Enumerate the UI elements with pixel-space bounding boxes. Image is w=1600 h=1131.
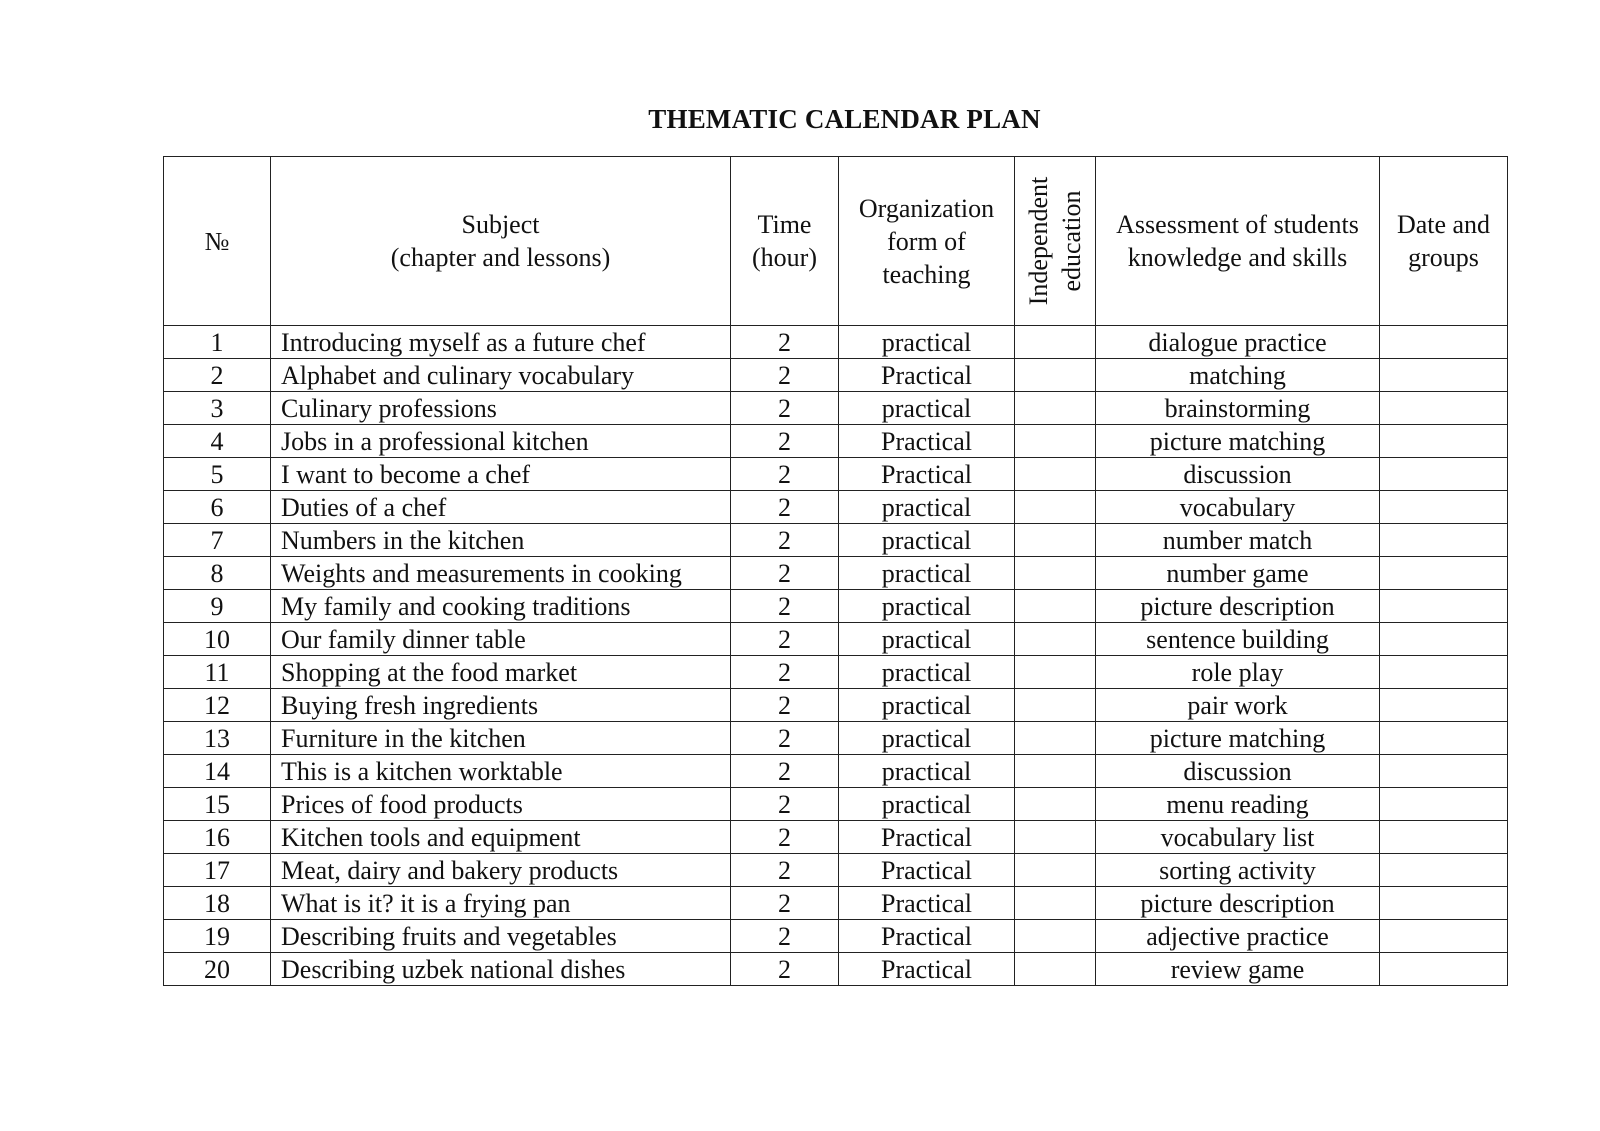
cell-organization-form: Practical	[839, 458, 1015, 491]
cell-organization-form: Practical	[839, 359, 1015, 392]
table-row	[164, 623, 1508, 656]
header-indep-line2: education	[1057, 190, 1086, 292]
cell-date-groups	[1380, 557, 1508, 590]
cell-number: 18	[164, 887, 271, 920]
cell-subject: Prices of food products	[271, 788, 731, 821]
cell-time: 2	[731, 788, 839, 821]
cell-independent-education	[1015, 392, 1096, 425]
cell-time: 2	[731, 458, 839, 491]
cell-subject: Shopping at the food market	[271, 656, 731, 689]
table-row	[164, 689, 1508, 722]
cell-date-groups	[1380, 854, 1508, 887]
cell-subject: Describing uzbek national dishes	[271, 953, 731, 986]
header-date-line1: Date and	[1396, 210, 1491, 239]
cell-time: 2	[731, 953, 839, 986]
cell-time: 2	[731, 623, 839, 656]
cell-subject: Numbers in the kitchen	[271, 524, 731, 557]
cell-subject: Jobs in a professional kitchen	[271, 425, 731, 458]
cell-independent-education	[1015, 788, 1096, 821]
cell-assessment: brainstorming	[1096, 392, 1380, 425]
header-org-line1: Organization	[858, 193, 995, 223]
cell-assessment: vocabulary list	[1096, 821, 1380, 854]
cell-assessment: picture description	[1096, 887, 1380, 920]
cell-date-groups	[1380, 920, 1508, 953]
header-subject	[271, 157, 731, 326]
cell-independent-education	[1015, 656, 1096, 689]
header-indep-line1: Independent	[1024, 176, 1053, 306]
cell-date-groups	[1380, 821, 1508, 854]
cell-assessment: adjective practice	[1096, 920, 1380, 953]
header-independent-rotated	[1015, 157, 1095, 325]
header-org-line3: teaching	[882, 259, 971, 289]
cell-independent-education	[1015, 524, 1096, 557]
cell-subject: My family and cooking traditions	[271, 590, 731, 623]
cell-subject: Introducing myself as a future chef	[271, 326, 731, 359]
cell-organization-form: Practical	[839, 425, 1015, 458]
cell-independent-education	[1015, 557, 1096, 590]
cell-number: 17	[164, 854, 271, 887]
cell-date-groups	[1380, 392, 1508, 425]
cell-independent-education	[1015, 755, 1096, 788]
cell-assessment: picture matching	[1096, 425, 1380, 458]
header-independent-text	[1022, 177, 1088, 306]
table-header	[164, 157, 1508, 326]
cell-number: 13	[164, 722, 271, 755]
cell-number: 7	[164, 524, 271, 557]
cell-assessment: discussion	[1096, 458, 1380, 491]
table-body	[164, 326, 1508, 986]
header-date-line2: groups	[1408, 243, 1479, 272]
cell-number: 3	[164, 392, 271, 425]
cell-independent-education	[1015, 491, 1096, 524]
cell-organization-form: practical	[839, 755, 1015, 788]
cell-time: 2	[731, 656, 839, 689]
cell-date-groups	[1380, 425, 1508, 458]
cell-organization-form: practical	[839, 689, 1015, 722]
cell-assessment: number game	[1096, 557, 1380, 590]
cell-number: 16	[164, 821, 271, 854]
cell-organization-form: practical	[839, 524, 1015, 557]
cell-subject: Culinary professions	[271, 392, 731, 425]
cell-time: 2	[731, 920, 839, 953]
calendar-plan-table	[163, 156, 1508, 986]
cell-assessment: vocabulary	[1096, 491, 1380, 524]
cell-time: 2	[731, 854, 839, 887]
cell-subject: I want to become a chef	[271, 458, 731, 491]
cell-independent-education	[1015, 326, 1096, 359]
cell-number: 11	[164, 656, 271, 689]
header-date-groups	[1380, 157, 1508, 326]
cell-number: 6	[164, 491, 271, 524]
cell-independent-education	[1015, 689, 1096, 722]
cell-time: 2	[731, 359, 839, 392]
cell-organization-form: practical	[839, 392, 1015, 425]
page-title: THEMATIC CALENDAR PLAN	[648, 104, 1041, 134]
cell-subject: What is it? it is a frying pan	[271, 887, 731, 920]
header-time-line2: (hour)	[752, 243, 817, 272]
cell-assessment: review game	[1096, 953, 1380, 986]
cell-assessment: picture description	[1096, 590, 1380, 623]
cell-number: 20	[164, 953, 271, 986]
cell-time: 2	[731, 524, 839, 557]
cell-organization-form: Practical	[839, 821, 1015, 854]
table-row	[164, 326, 1508, 359]
cell-assessment: role play	[1096, 656, 1380, 689]
cell-organization-form: practical	[839, 656, 1015, 689]
header-org-line2: form of	[887, 226, 966, 256]
cell-time: 2	[731, 392, 839, 425]
cell-independent-education	[1015, 458, 1096, 491]
header-number-label: №	[204, 226, 230, 256]
cell-assessment: menu reading	[1096, 788, 1380, 821]
cell-subject: Alphabet and culinary vocabulary	[271, 359, 731, 392]
table-row	[164, 392, 1508, 425]
cell-date-groups	[1380, 326, 1508, 359]
cell-independent-education	[1015, 722, 1096, 755]
cell-time: 2	[731, 557, 839, 590]
cell-time: 2	[731, 722, 839, 755]
cell-organization-form: practical	[839, 623, 1015, 656]
cell-assessment: discussion	[1096, 755, 1380, 788]
table-row	[164, 755, 1508, 788]
header-time-line1: Time	[757, 210, 812, 239]
header-time	[731, 157, 839, 326]
cell-number: 19	[164, 920, 271, 953]
header-independent-education	[1015, 157, 1096, 326]
cell-subject: Duties of a chef	[271, 491, 731, 524]
cell-organization-form: practical	[839, 788, 1015, 821]
cell-date-groups	[1380, 722, 1508, 755]
cell-number: 1	[164, 326, 271, 359]
cell-independent-education	[1015, 854, 1096, 887]
cell-independent-education	[1015, 623, 1096, 656]
cell-date-groups	[1380, 359, 1508, 392]
cell-organization-form: practical	[839, 722, 1015, 755]
cell-number: 4	[164, 425, 271, 458]
cell-date-groups	[1380, 458, 1508, 491]
cell-date-groups	[1380, 887, 1508, 920]
header-assess-line2: knowledge and skills	[1127, 243, 1348, 272]
cell-number: 12	[164, 689, 271, 722]
cell-subject: Buying fresh ingredients	[271, 689, 731, 722]
cell-independent-education	[1015, 359, 1096, 392]
cell-number: 15	[164, 788, 271, 821]
cell-independent-education	[1015, 590, 1096, 623]
cell-assessment: sentence building	[1096, 623, 1380, 656]
cell-organization-form: Practical	[839, 953, 1015, 986]
table-row	[164, 722, 1508, 755]
table-row	[164, 359, 1508, 392]
cell-time: 2	[731, 590, 839, 623]
cell-date-groups	[1380, 656, 1508, 689]
header-subject-line2: (chapter and lessons)	[390, 243, 611, 272]
cell-organization-form: practical	[839, 491, 1015, 524]
header-number	[164, 157, 271, 326]
table-row	[164, 491, 1508, 524]
cell-time: 2	[731, 887, 839, 920]
table-row	[164, 557, 1508, 590]
cell-date-groups	[1380, 524, 1508, 557]
cell-subject: Kitchen tools and equipment	[271, 821, 731, 854]
cell-assessment: sorting activity	[1096, 854, 1380, 887]
cell-number: 8	[164, 557, 271, 590]
cell-subject: Meat, dairy and bakery products	[271, 854, 731, 887]
cell-independent-education	[1015, 887, 1096, 920]
table-row	[164, 788, 1508, 821]
header-row	[164, 157, 1508, 326]
cell-date-groups	[1380, 953, 1508, 986]
header-subject-line1: Subject	[461, 210, 540, 239]
cell-date-groups	[1380, 623, 1508, 656]
cell-time: 2	[731, 755, 839, 788]
cell-assessment: picture matching	[1096, 722, 1380, 755]
cell-number: 2	[164, 359, 271, 392]
cell-independent-education	[1015, 953, 1096, 986]
cell-organization-form: Practical	[839, 920, 1015, 953]
cell-number: 14	[164, 755, 271, 788]
cell-organization-form: Practical	[839, 887, 1015, 920]
cell-independent-education	[1015, 821, 1096, 854]
cell-date-groups	[1380, 491, 1508, 524]
table-row	[164, 920, 1508, 953]
cell-subject: Weights and measurements in cooking	[271, 557, 731, 590]
table-row	[164, 887, 1508, 920]
cell-time: 2	[731, 821, 839, 854]
cell-assessment: number match	[1096, 524, 1380, 557]
cell-date-groups	[1380, 755, 1508, 788]
cell-time: 2	[731, 425, 839, 458]
cell-organization-form: Practical	[839, 854, 1015, 887]
cell-assessment: dialogue practice	[1096, 326, 1380, 359]
table-row	[164, 524, 1508, 557]
cell-subject: Furniture in the kitchen	[271, 722, 731, 755]
table-row	[164, 953, 1508, 986]
cell-independent-education	[1015, 920, 1096, 953]
cell-number: 10	[164, 623, 271, 656]
cell-subject: Describing fruits and vegetables	[271, 920, 731, 953]
header-assessment	[1096, 157, 1380, 326]
cell-number: 9	[164, 590, 271, 623]
cell-independent-education	[1015, 425, 1096, 458]
cell-time: 2	[731, 689, 839, 722]
cell-subject: This is a kitchen worktable	[271, 755, 731, 788]
table-row	[164, 425, 1508, 458]
cell-organization-form: practical	[839, 590, 1015, 623]
cell-number: 5	[164, 458, 271, 491]
table-row	[164, 656, 1508, 689]
cell-assessment: matching	[1096, 359, 1380, 392]
cell-date-groups	[1380, 689, 1508, 722]
cell-organization-form: practical	[839, 326, 1015, 359]
table-row	[164, 458, 1508, 491]
cell-date-groups	[1380, 788, 1508, 821]
cell-organization-form: practical	[839, 557, 1015, 590]
cell-date-groups	[1380, 590, 1508, 623]
cell-time: 2	[731, 491, 839, 524]
cell-subject: Our family dinner table	[271, 623, 731, 656]
table-row	[164, 821, 1508, 854]
table-row	[164, 854, 1508, 887]
header-assess-line1: Assessment of students	[1116, 210, 1359, 239]
cell-time: 2	[731, 326, 839, 359]
cell-assessment: pair work	[1096, 689, 1380, 722]
header-organization-form	[839, 157, 1015, 326]
table-row	[164, 590, 1508, 623]
